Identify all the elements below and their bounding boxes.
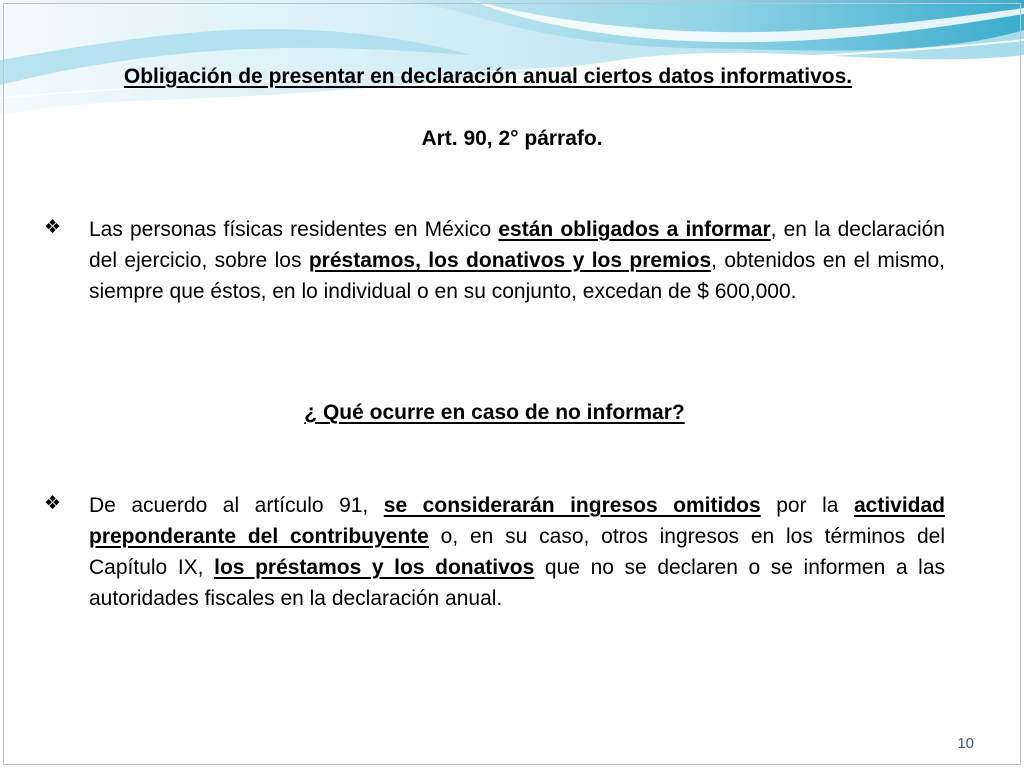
text-segment: que no se declaren o se informen a las autoridades fiscales en la declaración anual. xyxy=(89,556,946,610)
emphasis-text: están obligados a informar xyxy=(498,218,771,241)
slide-title xyxy=(0,64,1024,90)
diamond-bullet-icon: ❖ xyxy=(44,493,62,514)
diamond-bullet-icon: ❖ xyxy=(44,217,62,238)
article-reference xyxy=(0,126,1024,152)
slide-title-text: Obligación de presentar en declaración anual ciertos datos informativos. xyxy=(123,65,853,88)
text-segment: o, en su caso, otros ingresos en los términos del Capítulo IX, xyxy=(89,525,945,579)
text-segment: De acuerdo al artículo 91, xyxy=(89,494,384,517)
text-segment: Las personas físicas residentes en México xyxy=(89,218,499,241)
page-number: 10 xyxy=(957,735,974,752)
text-segment: , en la declaración del ejercicio, sobre los xyxy=(89,218,945,272)
question-heading-text: ¿ Qué ocurre en caso de no informar? xyxy=(304,401,685,424)
question-heading xyxy=(0,400,1024,426)
decorative-wave-banner xyxy=(0,0,1024,125)
emphasis-text: actividad preponderante del contribuyente xyxy=(89,494,946,548)
bullet-text-informar xyxy=(89,214,945,307)
text-segment: por la xyxy=(760,494,854,517)
emphasis-text: préstamos, los donativos y los premios xyxy=(308,249,712,272)
emphasis-text: los préstamos y los donativos xyxy=(214,556,535,579)
bullet-text-ingresos-omitidos xyxy=(89,490,945,614)
emphasis-text: se considerarán ingresos omitidos xyxy=(383,494,761,517)
article-reference-text: Art. 90, 2° párrafo. xyxy=(421,127,603,150)
text-segment: , obtenidos en el mismo, siempre que éstos, en lo individual o en su conjunto, excedan de $ 600,000. xyxy=(89,249,945,303)
